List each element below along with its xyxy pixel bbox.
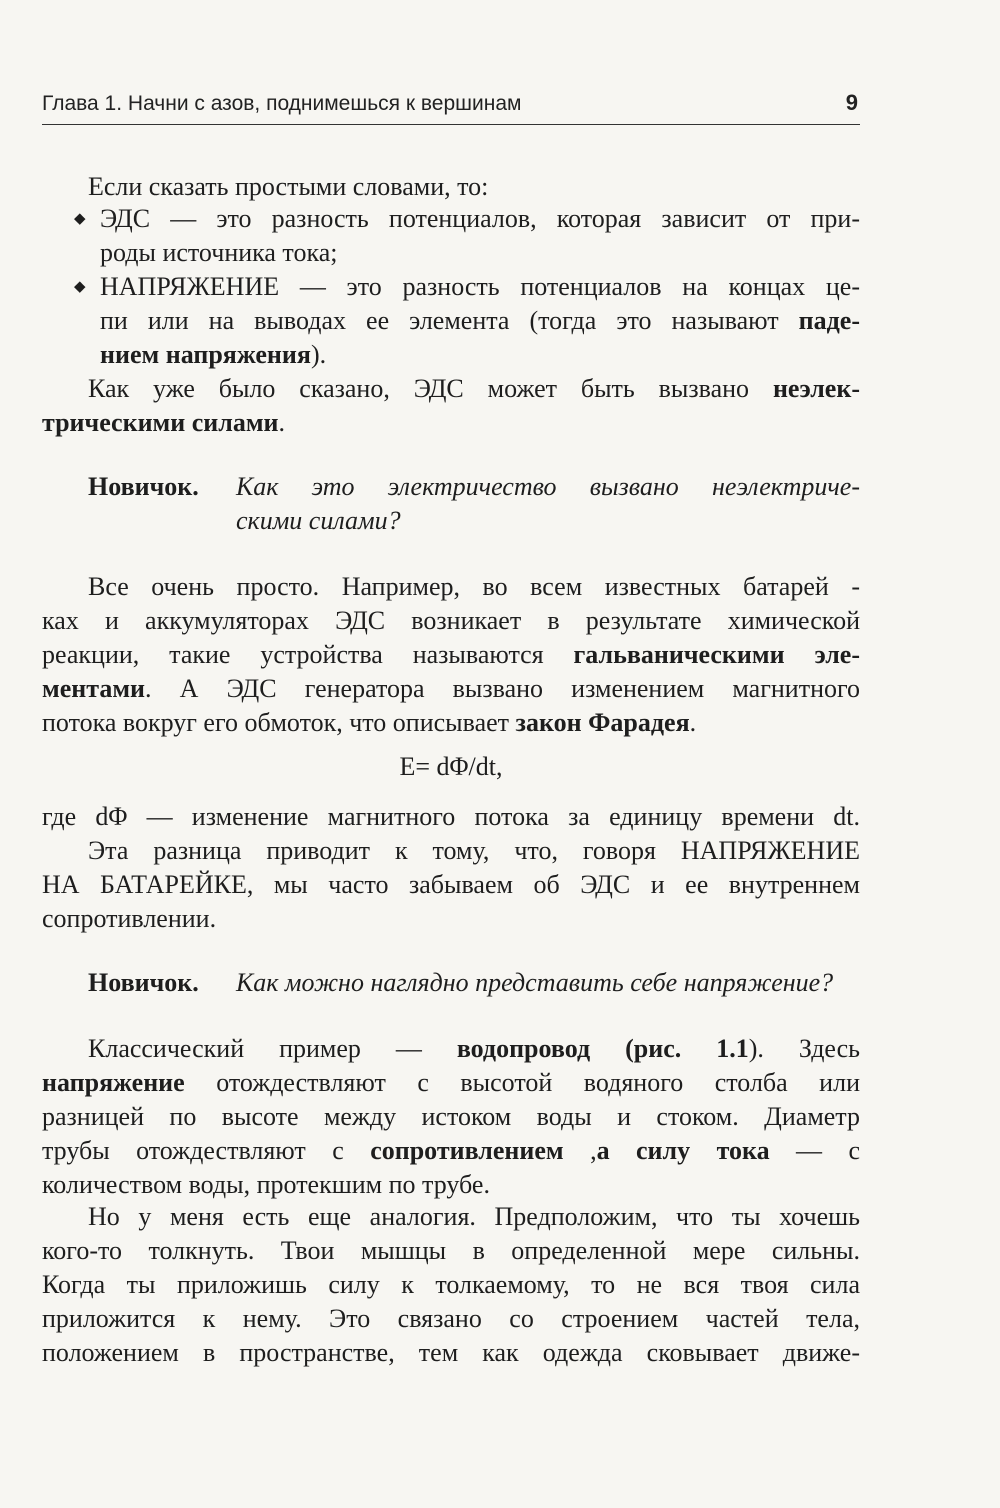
para6-line5: положением в пространстве, тем как одежда сковывает движе- <box>42 1338 860 1367</box>
para2-line4: ментами. А ЭДС генератора вызвано изменением магнитного <box>42 674 860 703</box>
bullet2-line3: нием напряжения). <box>100 340 327 369</box>
para6-line3: Когда ты приложишь силу к толкаемому, то не вся твоя сила <box>42 1270 860 1299</box>
bullet-diamond-icon: ◆ <box>74 211 86 227</box>
para2-line5: потока вокруг его обмоток, что описывает закон Фарадея. <box>42 708 697 737</box>
para5-line2: напряжение отождествляют с высотой водяного столба или <box>42 1068 860 1097</box>
para5-line5: количеством воды, протекшим по трубе. <box>42 1170 490 1199</box>
para4-line3: сопротивлении. <box>42 904 217 933</box>
question2-speaker: Новичок. <box>88 968 199 997</box>
question1-line1: Как это электричество вызвано неэлектриче- <box>236 472 860 501</box>
para4-line2: НА БАТАРЕЙКЕ, мы часто забываем об ЭДС и ее внутреннем <box>42 870 860 899</box>
para3-line1: где dΦ — изменение магнитного потока за единицу времени dt. <box>42 802 860 831</box>
para6-line1: Но у меня есть еще аналогия. Предположим, что ты хочешь <box>88 1202 860 1231</box>
bullet2-line1: НАПРЯЖЕНИЕ — это разность потенциалов на концах це- <box>100 272 860 301</box>
para6-line4: приложится к нему. Это связано со строением частей тела, <box>42 1304 860 1333</box>
page-number: 9 <box>845 90 858 115</box>
para2-line3: реакции, такие устройства называются гальваническими эле- <box>42 640 861 669</box>
bullet2-line2: пи или на выводах ее элемента (тогда это называют паде- <box>100 306 860 335</box>
para5-line1: Классический пример — водопровод (рис. 1.1). Здесь <box>88 1034 861 1063</box>
para1-line2: трическими силами. <box>42 408 286 437</box>
bullet1-line2: роды источника тока; <box>100 238 338 267</box>
question2-text: Как можно наглядно представить себе напряжение? <box>236 968 834 997</box>
running-header <box>42 90 860 125</box>
para4-line1: Эта разница приводит к тому, что, говоря НАПРЯЖЕНИЕ <box>88 836 860 865</box>
chapter-title: Глава 1. Начни с азов, поднимешься к вершинам <box>42 92 522 115</box>
para6-line2: кого-то толкнуть. Твои мышцы в определенной мере сильны. <box>42 1236 860 1265</box>
question1-line2: скими силами? <box>236 506 401 535</box>
para2-line2: ках и аккумуляторах ЭДС возникает в результате химической <box>42 606 860 635</box>
question1-speaker: Новичок. <box>88 472 199 501</box>
faraday-formula: E= dΦ/dt, <box>399 752 503 781</box>
bullet-diamond-icon: ◆ <box>74 279 86 295</box>
para1-line1: Как уже было сказано, ЭДС может быть вызвано неэлек- <box>88 374 860 403</box>
bullet1-line1: ЭДС — это разность потенциалов, которая зависит от при- <box>100 204 860 233</box>
intro-line: Если сказать простыми словами, то: <box>88 172 489 201</box>
para5-line4: трубы отождествляют с сопротивлением ,а силу тока — с <box>42 1136 861 1165</box>
para2-line1: Все очень просто. Например, во всем известных батарей - <box>88 572 860 601</box>
para5-line3: разницей по высоте между истоком воды и стоком. Диаметр <box>42 1102 860 1131</box>
